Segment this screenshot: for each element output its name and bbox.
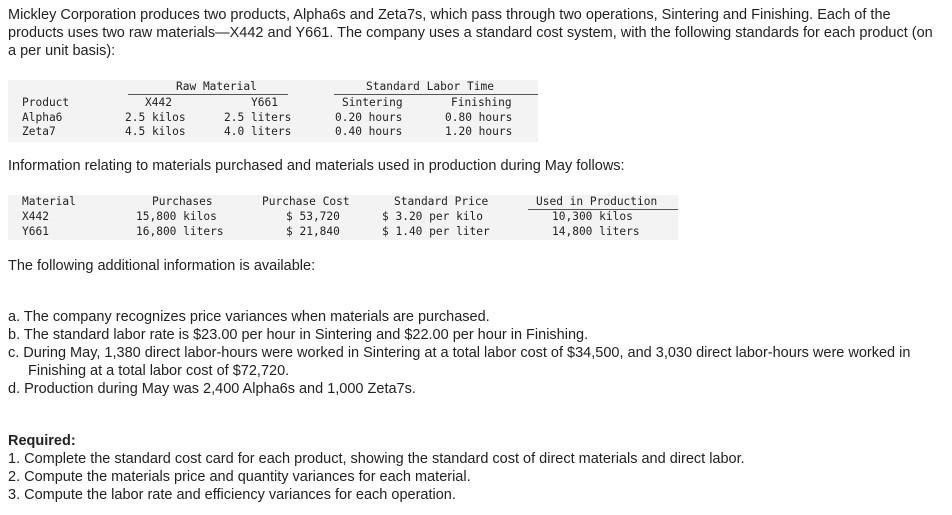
standard-price-column-header: Standard Price <box>394 195 489 208</box>
list-item: 3. Compute the labor rate and efficiency variances for each operation. <box>8 487 456 503</box>
list-item: b. The standard labor rate is $23.00 per hour in Sintering and $22.00 per hour in Finishing. <box>8 327 589 343</box>
table-row-y661: 2.5 liters <box>224 111 292 124</box>
table-row-price: $ 1.40 per liter <box>382 225 490 238</box>
list-item: d. Production during May was 2,400 Alpha6s and 1,000 Zeta7s. <box>8 381 416 397</box>
table-row-x442: 4.5 kilos <box>125 125 186 138</box>
raw-material-underline <box>128 94 288 95</box>
list-item: 2. Compute the materials price and quantity variances for each material. <box>8 469 471 485</box>
table-row-used: 10,300 kilos <box>552 210 633 223</box>
table-row-price: $ 3.20 per kilo <box>382 210 484 223</box>
table-row-cost: $ 21,840 <box>286 225 340 238</box>
standards-table <box>8 80 538 142</box>
purchases-column-header: Purchases <box>152 195 213 208</box>
list-item: 1. Complete the standard cost card for each product, showing the standard cost of direct materials and direct labor. <box>8 451 745 467</box>
sintering-column-header: Sintering <box>342 96 403 109</box>
list-item: c. During May, 1,380 direct labor-hours were worked in Sintering at a total labor cost of $34,500, and 3,030 direct labor-hours were worked in Finishing at a total labor cost of $72,720. <box>8 345 911 379</box>
table-row-sintering: 0.40 hours <box>335 125 403 138</box>
table-row-product: Zeta7 <box>22 125 56 138</box>
table-row-purchases: 15,800 kilos <box>136 210 217 223</box>
table-row-y661: 4.0 liters <box>224 125 292 138</box>
table-row-purchases: 16,800 liters <box>136 225 224 238</box>
table-row-material: X442 <box>22 210 49 223</box>
finishing-column-header: Finishing <box>451 96 512 109</box>
intro-paragraph: Mickley Corporation produces two products, Alpha6s and Zeta7s, which pass through two operations, Sintering and Finishing. Each of the products uses two raw materials—X442 and Y661. The company uses a standard cost system, with the following standards for each product (on a per unit basis): <box>8 7 933 59</box>
table-row-sintering: 0.20 hours <box>335 111 403 124</box>
table-row-finishing: 1.20 hours <box>445 125 513 138</box>
table-row-material: Y661 <box>22 225 49 238</box>
additional-heading: The following additional information is available: <box>8 258 316 274</box>
table-row-x442: 2.5 kilos <box>125 111 186 124</box>
used-in-production-column-header: Used in Production <box>536 195 658 208</box>
product-column-header: Product <box>22 96 70 109</box>
required-section <box>8 432 938 504</box>
labor-time-underline <box>334 94 538 95</box>
y661-column-header: Y661 <box>251 96 278 109</box>
raw-material-group-header: Raw Material <box>176 80 257 93</box>
material-column-header: Material <box>22 195 76 208</box>
table-row-used: 14,800 liters <box>552 225 640 238</box>
materials-table <box>8 195 678 240</box>
x442-column-header: X442 <box>145 96 172 109</box>
additional-info-list <box>8 308 938 398</box>
labor-time-group-header: Standard Labor Time <box>366 80 494 93</box>
table-row-cost: $ 53,720 <box>286 210 340 223</box>
table-row-product: Alpha6 <box>22 111 63 124</box>
table-row-finishing: 0.80 hours <box>445 111 513 124</box>
list-item: a. The company recognizes price variances when materials are purchased. <box>8 309 490 325</box>
info-heading: Information relating to materials purchased and materials used in production during May follows: <box>8 158 625 174</box>
purchase-cost-column-header: Purchase Cost <box>262 195 350 208</box>
required-title: Required: <box>8 433 76 449</box>
